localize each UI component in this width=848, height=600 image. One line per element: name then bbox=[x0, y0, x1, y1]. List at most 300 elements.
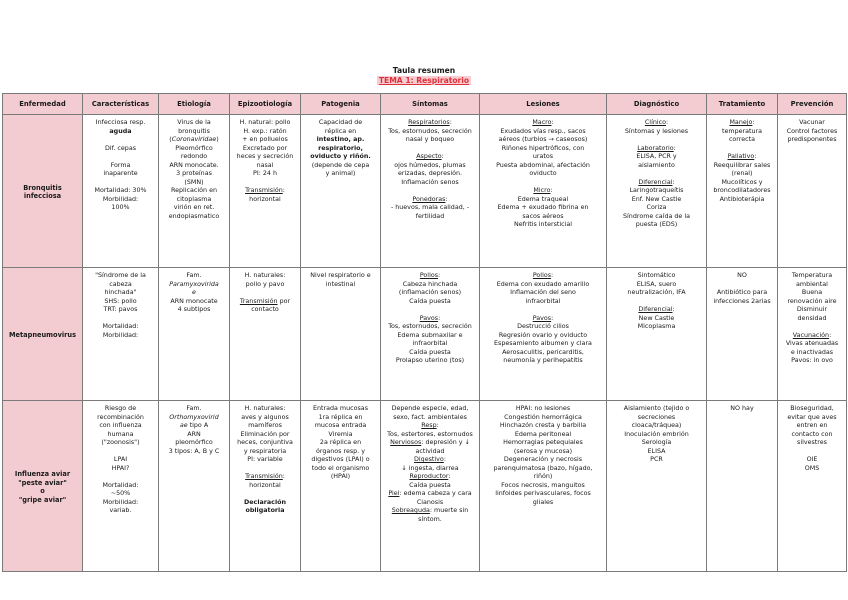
prevencion-cell bbox=[778, 115, 847, 268]
cell-line: ↓ ingesta, diarrea bbox=[401, 464, 459, 472]
line-gap bbox=[781, 448, 843, 457]
cell-line bbox=[384, 439, 476, 448]
cell-text: : bbox=[829, 331, 832, 339]
table-row-influenza bbox=[3, 401, 847, 572]
cell-line: Antibiótico para bbox=[716, 289, 768, 296]
cell-line: Morbilidad: bbox=[102, 195, 139, 203]
cell-line: todo el organismo bbox=[311, 464, 370, 472]
cell-text: : bbox=[436, 422, 439, 429]
cell-line: 2a réplica en bbox=[319, 439, 362, 446]
cell-line: parenquimatosa (bazo, hígado, bbox=[493, 464, 593, 472]
cell-text: : bbox=[445, 195, 448, 203]
col-header-lesiones: Lesiones bbox=[480, 94, 607, 115]
line-gap bbox=[781, 323, 843, 332]
cell-line bbox=[384, 119, 476, 128]
col-header-caracteristicas: Características bbox=[83, 94, 159, 115]
cell-line: ELISA, PCR y bbox=[636, 153, 677, 160]
cell-line: mamíferos bbox=[248, 422, 282, 429]
cell-line: pollo y pavo bbox=[245, 280, 285, 288]
cell-line: Puesta abdominal, afectación bbox=[496, 161, 590, 169]
cell-text: : bbox=[754, 153, 757, 160]
cell-line: oviducto y riñón. bbox=[310, 153, 371, 160]
cell-line: e inactivadas bbox=[790, 348, 834, 356]
cell-line: Pleomórfico bbox=[175, 144, 213, 152]
diagnostico-cell bbox=[607, 268, 707, 401]
cell-text: : bbox=[551, 119, 554, 126]
cell-line: riñón) bbox=[533, 473, 553, 480]
cell-line: Mortalidad: bbox=[102, 323, 139, 330]
cell-line: aguda bbox=[109, 127, 132, 135]
lesiones-cell bbox=[480, 115, 607, 268]
cell-line: pleomórfico bbox=[175, 439, 213, 446]
cell-line: Síndrome caída de la bbox=[623, 212, 690, 220]
cell-text: : bbox=[449, 119, 452, 126]
cell-line: LPAI bbox=[113, 456, 128, 463]
cell-line: (inflamación senos) bbox=[398, 289, 462, 296]
cell-line: Bioseguridad, bbox=[790, 405, 834, 412]
cell-line: Control factores bbox=[786, 127, 838, 135]
cell-line: H. naturales: bbox=[244, 272, 286, 279]
cell-line: Inflamación del seno bbox=[510, 289, 576, 296]
cell-line bbox=[384, 315, 476, 324]
cell-line: Riñones hipertróficos, con bbox=[501, 144, 585, 152]
cell-line: Antibioterápia bbox=[719, 195, 765, 203]
cell-line: Espesamiento albumen y clara bbox=[494, 340, 592, 347]
cell-line: Fam. bbox=[186, 405, 202, 412]
col-header-prevencion: Prevención bbox=[778, 94, 847, 115]
cell-line: (renal) bbox=[731, 170, 753, 177]
cell-line: Infecciosa resp. bbox=[95, 119, 146, 126]
cell-line: Degeneración y necrosis bbox=[503, 456, 583, 463]
cell-line: heces y secreción bbox=[236, 153, 294, 160]
line-gap bbox=[86, 136, 155, 145]
cell-text: : bbox=[673, 144, 676, 152]
line-gap bbox=[86, 473, 155, 482]
cell-line: e bbox=[192, 289, 196, 296]
cell-line: HPAI? bbox=[111, 464, 130, 472]
cell-line: New Castle bbox=[638, 314, 675, 322]
lesiones-cell bbox=[480, 268, 607, 401]
cell-line bbox=[710, 153, 774, 162]
cell-line: sexo, fact. ambientales bbox=[393, 413, 467, 421]
cell-line: correcta bbox=[728, 136, 756, 143]
cell-text: Vacunación bbox=[792, 331, 830, 339]
cell-line: evitar que aves bbox=[787, 413, 837, 421]
cell-line: intestinal bbox=[325, 280, 356, 288]
cell-line: ARN bbox=[187, 430, 201, 438]
cell-line: erizadas, depresión. bbox=[397, 170, 463, 177]
col-header-diagnostico: Diagnóstico bbox=[607, 94, 707, 115]
cell-line: 4 subtipos bbox=[177, 306, 211, 313]
tratamiento-cell bbox=[707, 401, 778, 572]
cell-line: recombinación bbox=[97, 413, 144, 421]
cell-line: temperatura bbox=[722, 127, 762, 135]
cell-line: (depende de cepa bbox=[311, 161, 370, 169]
caracteristicas-cell bbox=[83, 268, 159, 401]
sintomas-cell bbox=[381, 268, 480, 401]
cell-line bbox=[610, 306, 703, 315]
cell-line: OIE bbox=[806, 456, 818, 463]
cell-line: Exudados vías resp., sacos bbox=[500, 127, 586, 135]
prevencion-cell bbox=[778, 401, 847, 572]
cell-line: "Síndrome de la bbox=[95, 272, 146, 279]
cell-line: redondo bbox=[180, 153, 208, 160]
cell-line: predisponentes bbox=[787, 136, 837, 143]
table-row-bronquitis bbox=[3, 115, 847, 268]
cell-line: Cianosis bbox=[416, 498, 444, 506]
cell-text: : bbox=[550, 187, 553, 194]
cell-line: PCR bbox=[650, 456, 663, 463]
cell-text: : edema cabeza y cara bbox=[399, 490, 472, 497]
cell-text: : bbox=[551, 314, 554, 322]
cell-line: Edema con exudado amarillo bbox=[496, 280, 590, 288]
cell-line: Enf. New Castle bbox=[631, 195, 682, 203]
line-gap bbox=[86, 153, 155, 162]
disease-name-cell: Bronquitis infecciosa bbox=[3, 115, 83, 268]
cell-line: H. exp.: ratón bbox=[243, 127, 287, 135]
cell-line bbox=[384, 456, 476, 465]
cell-line: obligatoria bbox=[245, 507, 285, 514]
cell-line: uratos bbox=[532, 153, 554, 160]
cell-line bbox=[384, 196, 476, 205]
line-gap bbox=[233, 179, 297, 188]
cell-text: : bbox=[443, 456, 446, 463]
cell-line: Prolapso uterino (tos) bbox=[395, 357, 465, 364]
cell-text: Sobreaguda bbox=[391, 507, 430, 514]
cell-line: respiratorio, bbox=[318, 144, 363, 152]
cell-line: Destrucció cilios bbox=[517, 323, 569, 330]
cell-line: secreciones bbox=[637, 413, 676, 421]
cell-line: Focos necrosis, manguitos bbox=[501, 481, 585, 489]
cell-line: Eliminación por bbox=[240, 430, 290, 438]
cell-line: horizontal bbox=[249, 481, 281, 489]
cell-line: PI: variable bbox=[247, 456, 283, 463]
cell-line: oviducto bbox=[529, 170, 557, 177]
cell-line: TRT: pavos bbox=[103, 306, 138, 313]
cell-text: : depresión y ↓ bbox=[421, 439, 470, 446]
line-gap bbox=[710, 145, 774, 154]
cell-line: inaparente bbox=[103, 170, 138, 177]
etiologia-cell bbox=[159, 115, 230, 268]
cell-line: Inoculación embrión bbox=[624, 430, 689, 438]
cell-line: 3 tipos: A, B y C bbox=[168, 447, 220, 455]
cell-line: ELISA bbox=[647, 447, 666, 455]
cell-line: Disminuir bbox=[796, 306, 828, 313]
cell-text: tipo A bbox=[187, 422, 209, 429]
cell-text: : bbox=[438, 272, 441, 279]
cell-line: (SMN) bbox=[184, 178, 204, 186]
cell-line: heces, conjuntiva bbox=[237, 439, 293, 446]
line-gap bbox=[384, 145, 476, 154]
epizootiologia-cell bbox=[230, 401, 301, 572]
line-gap bbox=[483, 306, 603, 315]
cell-line: ELISA, suero bbox=[636, 280, 677, 288]
cell-text: : bbox=[448, 473, 451, 480]
cell-line: horizontal bbox=[249, 195, 281, 203]
line-gap bbox=[233, 465, 297, 474]
col-header-sintomas: Síntomas bbox=[381, 94, 480, 115]
cell-text: Resp bbox=[421, 422, 437, 429]
cell-line bbox=[384, 272, 476, 281]
cell-line bbox=[610, 179, 703, 188]
cell-line: Buena bbox=[801, 289, 823, 296]
cell-line: H. naturales: bbox=[244, 405, 286, 412]
diagnostico-cell bbox=[607, 115, 707, 268]
cell-text: Transmisión bbox=[245, 473, 283, 480]
col-header-epizootiologia: Epizootiología bbox=[230, 94, 301, 115]
cell-line: Caída puesta bbox=[409, 348, 451, 356]
summary-table bbox=[2, 93, 847, 572]
cell-text: : bbox=[551, 272, 554, 279]
cell-line: aislamiento bbox=[638, 161, 675, 169]
line-gap bbox=[86, 315, 155, 324]
cell-line: Reequilibrar sales bbox=[713, 161, 771, 169]
cell-line: Virus de la bbox=[177, 119, 211, 126]
line-gap bbox=[233, 289, 297, 298]
line-gap bbox=[233, 490, 297, 499]
cell-line: endoplasmatico bbox=[168, 212, 220, 220]
cell-line: actividad bbox=[415, 447, 445, 455]
col-header-tratamiento: Tratamiento bbox=[707, 94, 778, 115]
cell-line: ojos húmedos, plumas bbox=[394, 161, 466, 169]
cell-line: cloaca/tráquea) bbox=[631, 422, 682, 429]
cell-line: entren en bbox=[796, 422, 828, 429]
cell-line bbox=[483, 272, 603, 281]
cell-line: nasal y boqueo bbox=[405, 136, 455, 143]
cell-text: por bbox=[277, 297, 291, 305]
cell-line: infraorbital bbox=[412, 340, 448, 347]
cell-text: Digestivo bbox=[414, 456, 444, 463]
cell-line: Nefritis intersticial bbox=[513, 221, 573, 228]
cell-line: Dif. cepas bbox=[104, 144, 137, 152]
caracteristicas-cell bbox=[83, 401, 159, 572]
cell-text: Pollos bbox=[532, 272, 552, 279]
line-gap bbox=[610, 136, 703, 145]
cell-line: Edema submaxilar e bbox=[397, 331, 463, 339]
cell-line: neumonía y perihepatitis bbox=[503, 357, 583, 364]
subtitle-highlight: TEMA 1: Respiratorio bbox=[378, 76, 470, 85]
cell-text: Nerviosos bbox=[390, 439, 422, 446]
cell-line: ~50% bbox=[110, 490, 131, 497]
line-gap bbox=[483, 179, 603, 188]
cell-text: : bbox=[441, 153, 444, 160]
cell-line: Caída puesta bbox=[409, 481, 451, 489]
cell-line bbox=[384, 422, 476, 431]
line-gap bbox=[384, 187, 476, 196]
cell-line bbox=[233, 473, 297, 482]
cell-line: Fam. bbox=[186, 272, 202, 279]
cell-line: Tos, estornudos, secreción bbox=[388, 323, 472, 330]
cell-line: sacos aéreos bbox=[522, 212, 564, 220]
tratamiento-cell bbox=[707, 115, 778, 268]
cell-line: digestivos (LPAI) o bbox=[311, 456, 370, 463]
cell-line: H. natural: pollo bbox=[239, 119, 291, 126]
col-header-enfermedad: Enfermedad bbox=[3, 94, 83, 115]
cell-line: 1ra réplica en bbox=[318, 413, 363, 421]
cell-line: Serología bbox=[641, 439, 672, 446]
cell-text: Pavos bbox=[532, 314, 552, 322]
cell-line: contacto con bbox=[791, 430, 833, 438]
cell-line: Mortalidad: 30% bbox=[94, 187, 147, 194]
cell-text: : bbox=[438, 314, 441, 322]
patogenia-cell bbox=[301, 401, 381, 572]
document-title: Taula resumen bbox=[392, 66, 456, 75]
cell-line: Tos, estertores, estornudos bbox=[387, 430, 473, 438]
cell-line: Coriza bbox=[646, 204, 667, 211]
tratamiento-cell bbox=[707, 268, 778, 401]
cell-line: Excretado por bbox=[242, 144, 288, 152]
cell-text: Laboratorio bbox=[637, 144, 674, 152]
sintomas-cell bbox=[381, 115, 480, 268]
cell-line: puesta (EDS) bbox=[635, 221, 678, 228]
disease-name-cell: Metapneumovirus bbox=[3, 268, 83, 401]
prevencion-cell bbox=[778, 268, 847, 401]
cell-line: Edema peritoneal bbox=[514, 430, 572, 438]
cell-line bbox=[710, 119, 774, 128]
cell-line bbox=[233, 298, 297, 307]
cell-line: Depende especie, edad, bbox=[391, 405, 469, 412]
cell-line: Replicación en bbox=[170, 187, 218, 194]
cell-line: PI: 24 h bbox=[253, 170, 277, 177]
cell-line: aves y algunos bbox=[241, 413, 289, 421]
cell-line: Forma bbox=[110, 161, 131, 169]
cell-line: nasal bbox=[256, 161, 274, 169]
cell-text: : bbox=[665, 119, 669, 126]
cell-line: humana bbox=[107, 430, 134, 438]
cell-line: y animal) bbox=[325, 170, 356, 177]
cell-line: NO hay bbox=[730, 405, 754, 412]
epizootiologia-cell bbox=[230, 115, 301, 268]
patogenia-cell bbox=[301, 268, 381, 401]
cell-text: Clínico bbox=[644, 119, 666, 126]
cell-line: Orthomyxovirid bbox=[169, 413, 219, 421]
cell-text: : bbox=[672, 306, 675, 313]
cell-text: Coronaviridae bbox=[171, 136, 217, 143]
cell-line: infraorbital bbox=[525, 297, 561, 305]
cell-line: Edema + exudado fibrina en bbox=[497, 204, 589, 211]
cell-line: ARN monocate bbox=[170, 297, 218, 305]
cell-line bbox=[233, 187, 297, 196]
cell-line: Capacidad de bbox=[318, 119, 363, 126]
cell-line: y respiratoria bbox=[243, 447, 287, 455]
cell-line: fertilidad bbox=[415, 212, 445, 220]
cell-line: Declaración bbox=[243, 498, 286, 506]
cell-line: mucosa entrada bbox=[314, 422, 367, 429]
header-row bbox=[3, 94, 847, 115]
title-block bbox=[0, 66, 848, 86]
cell-line: Micoplasma bbox=[637, 323, 676, 330]
cell-line: linfoides perivasculares, focos bbox=[495, 490, 591, 497]
cell-line: Aerosaculitis, pericarditis, bbox=[502, 348, 584, 356]
cell-text: Paliativo bbox=[727, 153, 755, 160]
cell-line: (HPAI) bbox=[330, 473, 351, 480]
epizootiologia-cell bbox=[230, 268, 301, 401]
cell-line bbox=[384, 490, 476, 499]
cell-line bbox=[483, 187, 603, 196]
cell-line: citoplasma bbox=[176, 195, 212, 203]
cell-line: broncodilatadores bbox=[713, 187, 771, 194]
cell-text: Piel bbox=[388, 490, 400, 497]
document-subtitle bbox=[0, 76, 848, 86]
diagnostico-cell bbox=[607, 401, 707, 572]
cell-line bbox=[610, 119, 703, 128]
cell-line: Sintomático bbox=[637, 272, 676, 279]
line-gap bbox=[86, 448, 155, 457]
cell-line: hinchada" bbox=[104, 289, 137, 296]
disease-name-cell bbox=[3, 401, 83, 572]
cell-line: renovación aire bbox=[787, 297, 837, 305]
col-header-etiologia: Etiología bbox=[159, 94, 230, 115]
cell-line: Tos, estornudos, secreción bbox=[388, 127, 472, 135]
cell-line: bronquitis bbox=[178, 127, 210, 135]
cell-line bbox=[384, 473, 476, 482]
cell-line: ARN monocate. bbox=[169, 161, 219, 169]
cell-line: HPAI: no lesiones bbox=[515, 405, 571, 412]
cell-text: Aspecto bbox=[416, 153, 442, 160]
cell-text: : muerte sin bbox=[429, 507, 469, 514]
cell-text: Micro bbox=[533, 187, 551, 194]
etiologia-cell bbox=[159, 401, 230, 572]
cell-line: Congestión hemorrágica bbox=[504, 413, 582, 421]
cell-line: Laringotraqueítis bbox=[629, 187, 684, 194]
cell-line: Paramyxovirida bbox=[169, 280, 219, 288]
cell-line: Inflamación senos bbox=[401, 178, 459, 186]
cell-line: Mortalidad: bbox=[102, 481, 139, 489]
cell-text: ae bbox=[179, 422, 188, 429]
cell-line: Pavos: in ovo bbox=[791, 357, 833, 364]
cell-line: Vivas atenuadas bbox=[785, 340, 839, 347]
cell-text: : bbox=[282, 187, 285, 194]
cell-line bbox=[162, 422, 226, 431]
cell-text: ) bbox=[216, 136, 219, 143]
cell-line: Morbilidad: bbox=[102, 498, 139, 506]
cell-line: Entrada mucosas bbox=[312, 405, 368, 412]
cell-line: con influenza bbox=[99, 422, 142, 429]
disease-name-line: Influenza aviar bbox=[14, 470, 71, 478]
cell-line: Cabeza hinchada bbox=[402, 280, 458, 288]
cell-text: Diferencial bbox=[638, 178, 673, 186]
cell-line: Temperatura bbox=[791, 272, 833, 279]
line-gap bbox=[86, 179, 155, 188]
cell-line: Hemorragias petequiales bbox=[503, 439, 583, 446]
cell-line bbox=[610, 145, 703, 154]
patogenia-cell bbox=[301, 115, 381, 268]
cell-line bbox=[483, 315, 603, 324]
cell-line: Nivel respiratorio e bbox=[310, 272, 371, 279]
cell-line: ("zoonosis") bbox=[101, 439, 140, 446]
cell-line: ambiental bbox=[796, 280, 828, 288]
cell-line: NO bbox=[737, 272, 747, 279]
col-header-patogenia: Patogenia bbox=[301, 94, 381, 115]
disease-name-line: "gripe aviar" bbox=[18, 495, 67, 504]
cell-line bbox=[483, 119, 603, 128]
cell-line: síntom. bbox=[418, 515, 442, 523]
disease-name-line: "peste aviar" bbox=[18, 478, 67, 487]
cell-text: Macro bbox=[532, 119, 552, 126]
cell-line: virión en ret. bbox=[173, 204, 215, 211]
cell-line bbox=[781, 332, 843, 341]
cell-line bbox=[162, 136, 226, 145]
cell-text: : bbox=[282, 473, 285, 480]
cell-text: Ponedoras bbox=[412, 195, 446, 203]
cell-text: Transmisión bbox=[239, 297, 278, 305]
cell-line: gliales bbox=[532, 498, 554, 506]
cell-text: Respiratorios bbox=[408, 119, 450, 126]
cell-line: SHS: pollo bbox=[104, 297, 137, 305]
cell-line: neutralización, IFA bbox=[627, 289, 686, 296]
cell-line: variab. bbox=[109, 507, 132, 514]
cell-line: OMS bbox=[804, 464, 820, 472]
